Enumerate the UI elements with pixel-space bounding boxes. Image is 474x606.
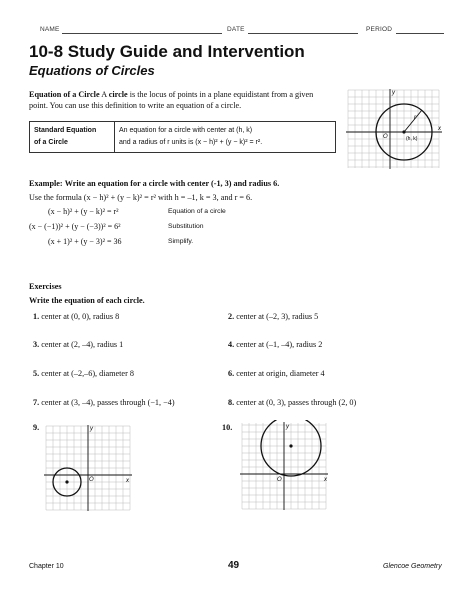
exercise-3 (33, 339, 123, 350)
example-step-2-note: Substitution (168, 223, 204, 230)
exercise-10-label-y: y (286, 424, 289, 430)
exercise-text: center at (3, –4), passes through (−1, −4) (41, 398, 175, 407)
intro-circle-graph (342, 86, 446, 172)
exercise-10-graph (238, 420, 334, 512)
intro-center-point (402, 130, 405, 133)
intro-grid (348, 90, 439, 168)
exercise-4 (228, 339, 322, 350)
intro-label-x: x (438, 126, 441, 132)
exercise-10-label-o: O (277, 477, 282, 483)
example-step-1-eq: (x − h)² + (y − k)² = r² (48, 207, 119, 216)
exercise-number: 6. (228, 369, 235, 378)
exercise-2 (228, 311, 318, 322)
exercise-5 (33, 368, 134, 379)
exercise-number: 2. (228, 312, 235, 321)
exercise-text: center at (0, 3), passes through (2, 0) (236, 398, 357, 407)
standard-label-line1: Standard Equation (34, 127, 97, 134)
date-label: DATE (227, 26, 245, 33)
example-step-3-note: Simplify. (168, 238, 194, 245)
footer-chapter: Chapter 10 (29, 563, 64, 570)
intro-radius-line (404, 110, 422, 132)
exercise-9-label-y: y (90, 426, 93, 432)
intro-term-prefix: A (101, 90, 107, 99)
page-subtitle: Equations of Circles (29, 63, 155, 78)
example-label: Example: (29, 179, 63, 188)
exercise-10-center-point (289, 444, 292, 447)
period-line[interactable] (396, 33, 444, 34)
intro-label-r: r (414, 115, 416, 121)
name-line[interactable] (62, 33, 222, 34)
standard-label-line2: of a Circle (34, 139, 68, 146)
exercise-9-label-x: x (126, 478, 129, 484)
intro-line1-rest: is the locus of points in a plane equidistant from a given (129, 90, 314, 99)
standard-desc-line1: An equation for a circle with center at (h, k) (119, 127, 253, 134)
exercise-text: center at (–1, –4), radius 2 (236, 340, 323, 349)
example-heading (29, 178, 279, 189)
example-step-1-note: Equation of a circle (168, 208, 226, 215)
intro-label-center: (h, k) (406, 136, 418, 142)
intro-paragraph (29, 89, 339, 111)
standard-equation-desc (115, 122, 336, 153)
exercise-6 (228, 368, 325, 379)
exercise-text: center at origin, diameter 4 (236, 369, 325, 378)
intro-term: circle (108, 90, 128, 99)
exercise-9-label-o: O (89, 477, 94, 483)
standard-equation-box (29, 121, 336, 153)
intro-term-heading: Equation of a Circle (29, 90, 100, 99)
standard-equation-label (30, 122, 115, 153)
intro-label-o: O (383, 134, 388, 140)
exercises-instruction: Write the equation of each circle. (29, 296, 145, 305)
exercises-heading: Exercises (29, 282, 62, 291)
exercise-8 (228, 397, 356, 408)
exercise-9-center-point (65, 480, 68, 483)
example-step-3-eq: (x + 1)² + (y − 3)² = 36 (48, 237, 122, 246)
example-prompt: Write an equation for a circle with center (-1, 3) and radius 6. (64, 179, 280, 188)
example-use-line: Use the formula (x − h)² + (y − k)² = r² with h = –1, k = 3, and r = 6. (29, 193, 253, 202)
exercise-9-number: 9. (33, 423, 40, 432)
exercise-text: center at (0, 0), radius 8 (41, 312, 120, 321)
exercise-text: center at (2, –4), radius 1 (41, 340, 124, 349)
exercise-10-number: 10. (222, 423, 233, 432)
period-label: PERIOD (366, 26, 393, 33)
example-step-2-eq: (x − (−1))² + (y − (−3))² = 6² (29, 222, 121, 231)
exercise-number: 1. (33, 312, 40, 321)
exercise-10-label-x: x (324, 477, 327, 483)
exercise-number: 5. (33, 369, 40, 378)
footer-book-title: Glencoe Geometry (383, 563, 442, 570)
exercise-number: 3. (33, 340, 40, 349)
exercise-1 (33, 311, 119, 322)
exercise-text: center at (–2, 3), radius 5 (236, 312, 319, 321)
intro-label-y: y (392, 90, 395, 96)
intro-line2: point. You can use this definition to write an equation of a circle. (29, 101, 242, 110)
exercise-number: 4. (228, 340, 235, 349)
exercise-9-graph (42, 423, 136, 513)
exercise-number: 8. (228, 398, 235, 407)
exercise-7 (33, 397, 175, 408)
standard-desc-line2: and a radius of r units is (x − h)² + (y − k)² = r². (119, 139, 263, 146)
page-title: 10-8 Study Guide and Intervention (29, 42, 305, 61)
date-line[interactable] (248, 33, 358, 34)
exercise-text: center at (–2,–6), diameter 8 (41, 369, 134, 378)
exercise-number: 7. (33, 398, 40, 407)
name-label: NAME (40, 26, 60, 33)
footer-page-number: 49 (228, 560, 240, 571)
